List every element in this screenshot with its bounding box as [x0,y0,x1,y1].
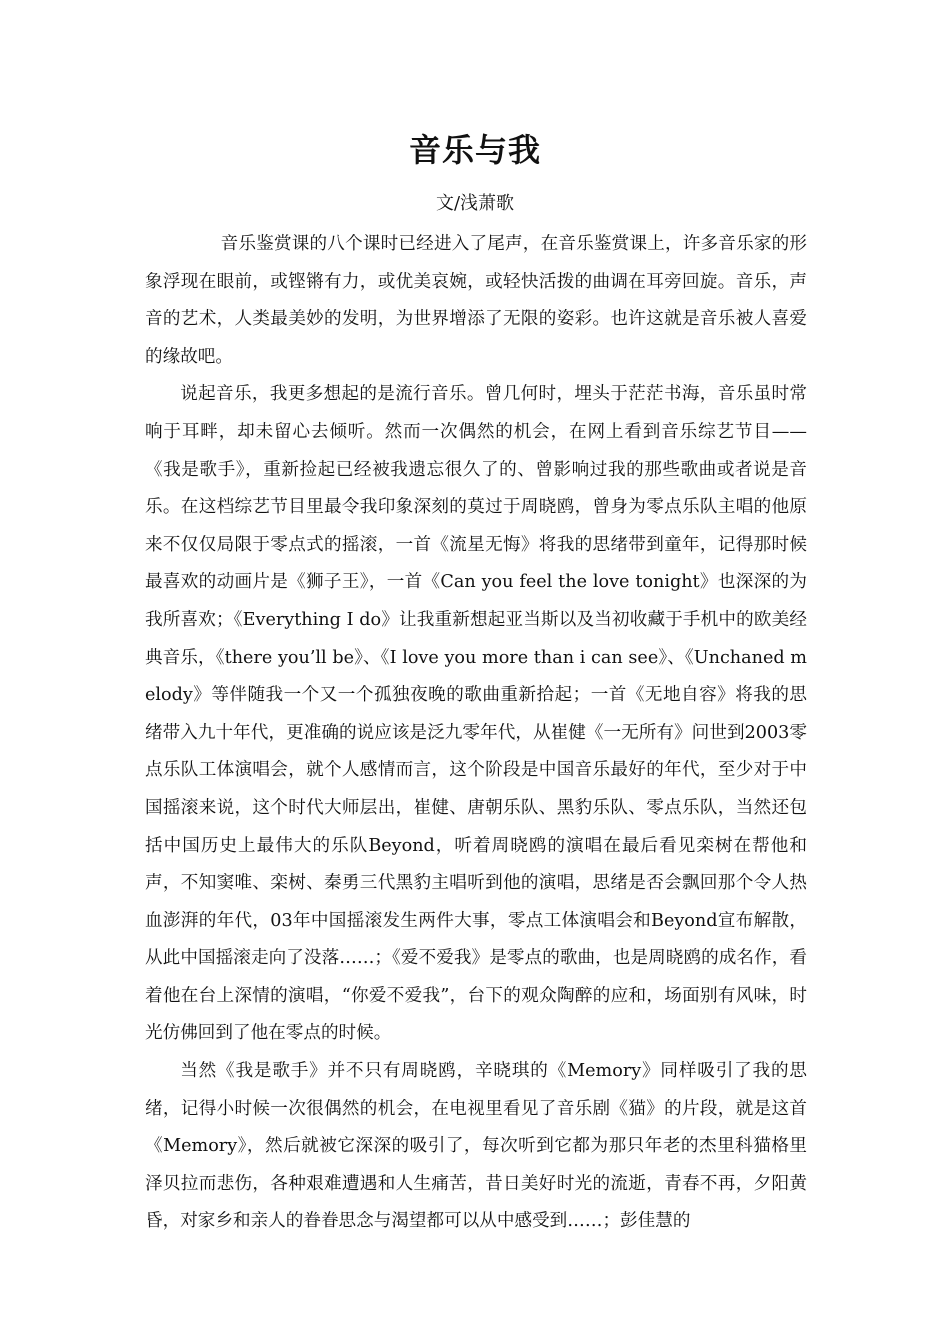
paragraph-memory: 当然《我是歌手》并不只有周晓鸥，辛晓琪的《Memory》同样吸引了我的思绪，记得小时候一次很偶然的机会，在电视里看见了音乐剧《猫》的片段，就是这首《Memory》，然后就被它深深的吸引了，每次听到它都为那只年老的杰里科猫格里泽贝拉而悲伤，各种艰难遭遇和人生痛苦，昔日美好时光的流逝，青春不再，夕阳黄昏，对家乡和亲人的眷眷思念与渴望都可以从中感受到……；彭佳慧的 [145,1061,807,1232]
paragraph-intro: 音乐鉴赏课的八个课时已经进入了尾声，在音乐鉴赏课上，许多音乐家的形象浮现在眼前，或铿锵有力，或优美哀婉，或轻快活拨的曲调在耳旁回旋。音乐，声音的艺术，人类最美妙的发明，为世界增添了无限的姿彩。也许这就是音乐被人喜爱的缘故吧。 [145,234,807,367]
document-title: 音乐与我 [408,131,541,169]
author-byline: 文/浅萧歌 [435,193,515,214]
paragraph-pop-music: 说起音乐，我更多想起的是流行音乐。曾几何时，埋头于茫茫书海，音乐虽时常响于耳畔，却未留心去倾听。然而一次偶然的机会，在网上看到音乐综艺节目——《我是歌手》，重新捡起已经被我遗忘很久了的、曾影响过我的那些歌曲或者说是音乐。在这档综艺节目里最令我印象深刻的莫过于周晓鸥，曾身为零点乐队主唱的他原来不仅仅局限于零点式的摇滚，一首《流星无悔》将我的思绪带到童年，记得那时候最喜欢的动画片是《狮子王》，一首《Can you feel the love tonight》也深深的为我所喜欢；《Everything I do》让我重新想起亚当斯以及当初收藏于手机中的欧美经典音乐，《there you’ll be》、《I love you more than i can see》、《Unchaned melody》等伴随我一个又一个孤独夜晚的歌曲重新拾起；一首《无地自容》将我的思绪带入九十年代，更准确的说应该是泛九零年代，从崔健《一无所有》问世到2003零点乐队工体演唱会，就个人感情而言，这个阶段是中国音乐最好的年代，至少对于中国摇滚来说，这个时代大师层出，崔健、唐朝乐队、黑豹乐队、零点乐队，当然还包括中国历史上最伟大的乐队Beyond，听着周晓鸥的演唱在最后看见栾树在帮他和声，不知窦唯、栾树、秦勇三代黑豹主唱听到他的演唱，思绪是否会飘回那个令人热血澎湃的年代，03年中国摇滚发生两件大事，零点工体演唱会和Beyond宣布解散，从此中国摇滚走向了没落……；《爱不爱我》是零点的歌曲，也是周晓鸥的成名作，看着他在台上深情的演唱，“你爱不爱我”，台下的观众陶醉的应和，场面别有风味，时光仿佛回到了他在零点的时候。 [145,384,807,1044]
article-body [145,226,807,1241]
